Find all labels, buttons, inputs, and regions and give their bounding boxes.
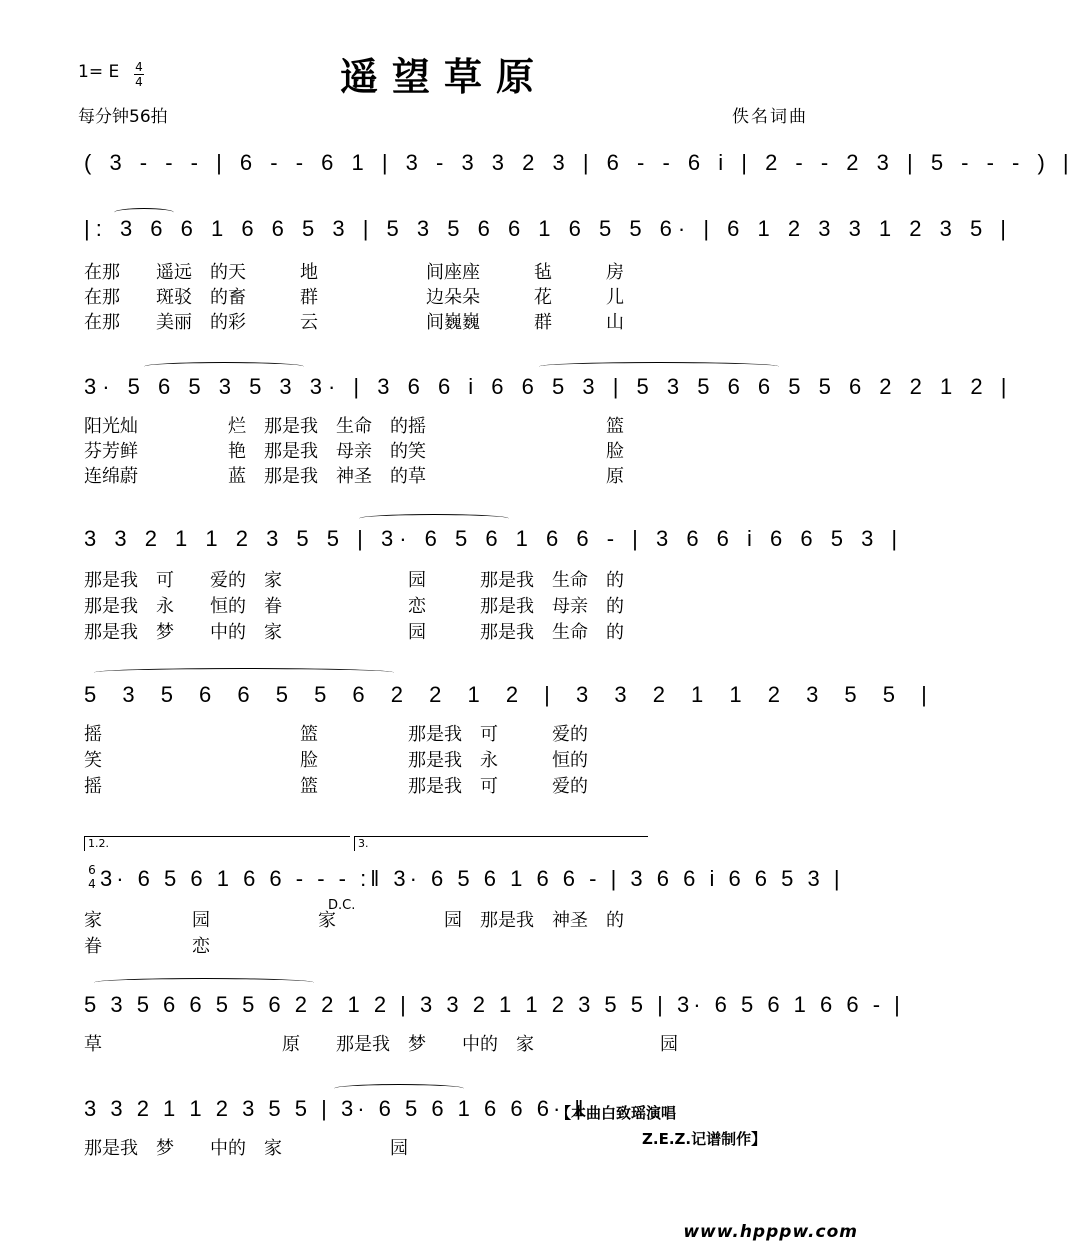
credit-note [556, 1100, 766, 1152]
score-row-5 [100, 866, 844, 902]
score-row-intro [84, 150, 1075, 186]
score-row-4 [84, 682, 937, 718]
slur [334, 1084, 464, 1093]
slur [94, 668, 394, 677]
slur [539, 362, 779, 371]
score-row-6 [84, 992, 904, 1028]
slur [144, 362, 304, 371]
time-signature-bottom: 4 [135, 75, 143, 89]
lyric-verse-1: 摇 篮 那是我 可 爱的 [84, 724, 588, 745]
lyric-verse-1: 那是我 可 爱的 家 园 那是我 生命 的 [84, 570, 624, 591]
lyric-verse-3: 连绵蔚 蓝 那是我 神圣 的草 原 [84, 466, 624, 487]
notation-line: 3 3 2 1 1 2 3 5 5 | 3· 6 5 6 1 6 6 - | 3 6 6 i 6 6 5 3 | [84, 526, 904, 551]
key-signature [78, 62, 119, 82]
lyric-verse-2: 芬芳鲜 艳 那是我 母亲 的笑 脸 [84, 441, 624, 462]
time-signature-top: 6 [88, 863, 96, 877]
lyric-verse-2: 眷 恋 [84, 936, 210, 957]
composer-credit: 佚名词曲 [732, 107, 808, 127]
website-watermark: www.hpppw.com [683, 1222, 858, 1242]
notation-line: 3· 5 6 5 3 5 3 3· | 3 6 6 i 6 6 5 3 | 5 3 5 6 6 5 5 6 2 2 1 2 | [84, 374, 1013, 399]
first-ending-bracket: 1.2. [84, 836, 350, 851]
key-label: 1= E [78, 62, 120, 82]
notation-line: 3 3 2 1 1 2 3 5 5 | 3· 6 5 6 1 6 6 6· ‖ [84, 1096, 588, 1121]
time-signature-bottom: 4 [88, 877, 96, 891]
notation-line: 5 3 5 6 6 5 5 6 2 2 1 2 | 3 3 2 1 1 2 3 5 5 | [84, 682, 937, 707]
score-row-2 [84, 374, 1013, 410]
second-ending-bracket: 3. [354, 836, 648, 851]
da-capo-marking: D.C. [328, 898, 356, 913]
credit-line-1: 【本曲白致瑶演唱 [556, 1104, 677, 1122]
lyric-verse-1: 草 原 那是我 梦 中的 家 园 [84, 1034, 678, 1055]
notation-line: ( 3 - - - | 6 - - 6 1 | 3 - 3 3 2 3 | 6 - - 6 i | 2 - - 2 3 | 5 - - - ) | [84, 150, 1075, 175]
lyric-verse-1: 家 园 家 园 那是我 神圣 的 [84, 910, 624, 931]
lyric-verse-1: 在那 遥远 的天 地 间座座 毡 房 [84, 262, 624, 283]
lyric-verse-2: 笑 脸 那是我 永 恒的 [84, 750, 588, 771]
lyric-verse-3: 在那 美丽 的彩 云 间巍巍 群 山 [84, 312, 624, 333]
tempo-marking: 每分钟56拍 [78, 107, 168, 127]
lyric-verse-2: 在那 斑驳 的畜 群 边朵朵 花 儿 [84, 287, 624, 308]
time-signature-top: 4 [135, 60, 143, 74]
song-title: 遥望草原 [339, 54, 548, 99]
slur [359, 514, 509, 523]
lyric-verse-3: 摇 篮 那是我 可 爱的 [84, 776, 588, 797]
lyric-verse-1: 那是我 梦 中的 家 园 [84, 1138, 408, 1159]
slur [94, 978, 314, 987]
lyric-verse-3: 那是我 梦 中的 家 园 那是我 生命 的 [84, 622, 624, 643]
score-row-1 [84, 216, 1013, 252]
notation-line: 5 3 5 6 6 5 5 6 2 2 1 2 | 3 3 2 1 1 2 3 5 5 | 3· 6 5 6 1 6 6 - | [84, 992, 904, 1017]
score-row-3 [84, 526, 904, 562]
credit-line-2: Z.E.Z.记谱制作】 [642, 1130, 767, 1148]
lyric-verse-2: 那是我 永 恒的 眷 恋 那是我 母亲 的 [84, 596, 624, 617]
notation-line: 3· 6 5 6 1 6 6 - - - :‖ 3· 6 5 6 1 6 6 - | 3 6 6 i 6 6 5 3 | [100, 866, 844, 891]
notation-line: |: 3 6 6 1 6 6 5 3 | 5 3 5 6 6 1 6 5 5 6· | 6 1 2 3 3 1 2 3 5 | [84, 216, 1013, 241]
lyric-verse-1: 阳光灿 烂 那是我 生命 的摇 篮 [84, 416, 624, 437]
